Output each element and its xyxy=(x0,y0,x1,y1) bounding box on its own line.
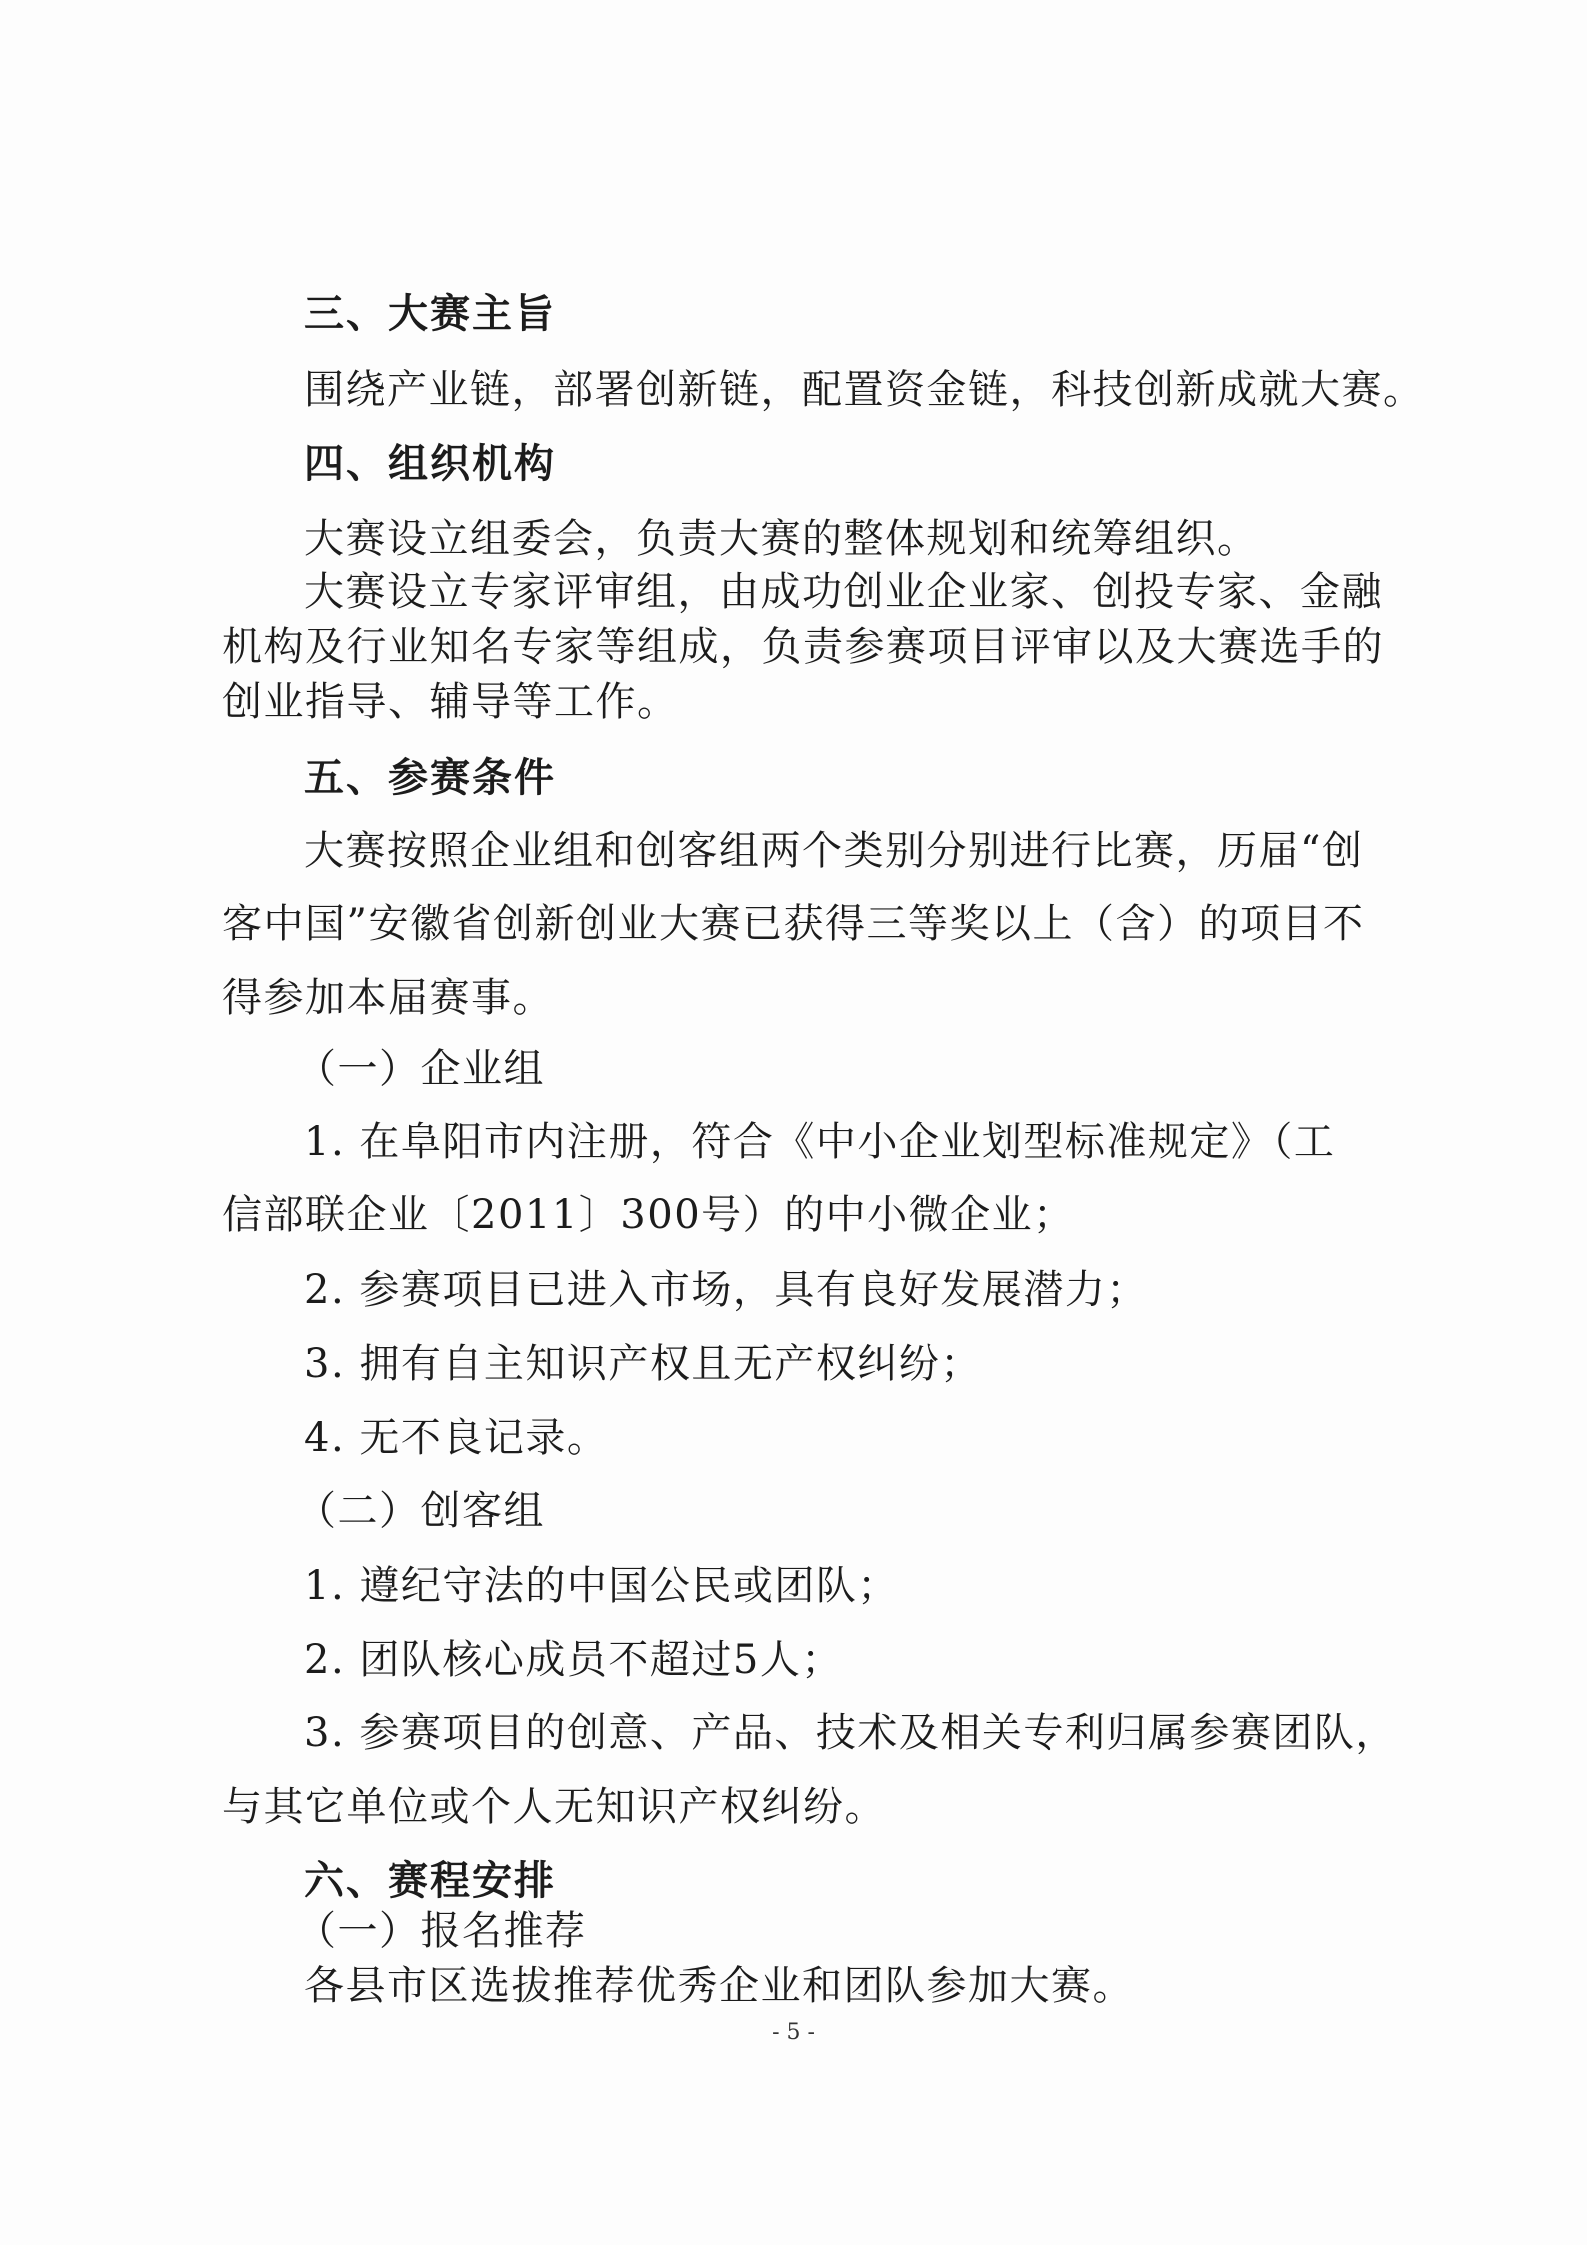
section-heading: 三、大赛主旨 xyxy=(304,290,556,337)
paragraph: 各县市区选拔推荐优秀企业和团队参加大赛。 xyxy=(304,1963,1134,2009)
paragraph: 大赛设立组委会，负责大赛的整体规划和统筹组织。 xyxy=(304,516,1259,562)
paragraph-line: 大赛设立专家评审组，由成功创业企业家、创投专家、金融 xyxy=(304,569,1383,615)
list-item-continuation: 与其它单位或个人无知识产权纠纷。 xyxy=(222,1784,886,1830)
subsection-heading: （一）报名推荐 xyxy=(296,1908,587,1954)
paragraph-line: 机构及行业知名专家等组成，负责参赛项目评审以及大赛选手的 xyxy=(222,624,1384,670)
section-heading: 六、赛程安排 xyxy=(304,1857,556,1904)
subsection-heading: （二）创客组 xyxy=(296,1488,545,1534)
paragraph-line: 得参加本届赛事。 xyxy=(222,975,554,1021)
subsection-heading: （一）企业组 xyxy=(296,1046,545,1092)
list-item: 1. 遵纪守法的中国公民或团队； xyxy=(304,1563,899,1609)
list-item: 2. 团队核心成员不超过5人； xyxy=(304,1637,843,1683)
paragraph-line: 大赛按照企业组和创客组两个类别分别进行比赛，历届“创 xyxy=(304,828,1364,874)
list-item: 3. 参赛项目的创意、产品、技术及相关专利归属参赛团队， xyxy=(304,1710,1397,1756)
section-heading: 四、组织机构 xyxy=(304,440,556,487)
list-item: 3. 拥有自主知识产权且无产权纠纷； xyxy=(304,1341,982,1387)
paragraph: 围绕产业链，部署创新链，配置资金链，科技创新成就大赛。 xyxy=(304,367,1425,413)
section-heading: 五、参赛条件 xyxy=(304,754,556,801)
page-number: - 5 - xyxy=(772,2020,815,2045)
list-item: 4. 无不良记录。 xyxy=(304,1415,609,1461)
paragraph-line: 客中国”安徽省创新创业大赛已获得三等奖以上（含）的项目不 xyxy=(222,901,1365,947)
list-item: 1. 在阜阳市内注册，符合《中小企业划型标准规定》（工 xyxy=(304,1119,1336,1165)
list-item: 2. 参赛项目已进入市场，具有良好发展潜力； xyxy=(304,1267,1148,1313)
paragraph-line: 创业指导、辅导等工作。 xyxy=(222,679,679,725)
list-item-continuation: 信部联企业〔2011〕300号）的中小微企业； xyxy=(222,1192,1075,1238)
